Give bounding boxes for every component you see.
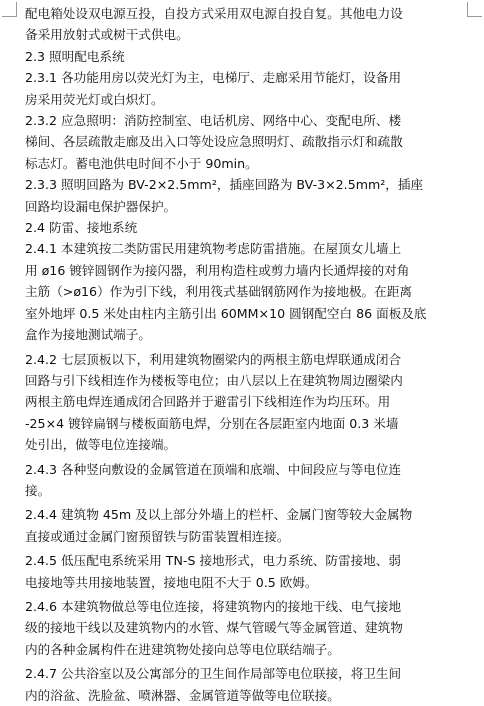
text-line: 2.3.2 应急照明：消防控制室、电话机房、网络中心、变配电所、楼 [25, 113, 402, 129]
text-line: 2.4.5 低压配电系统采用 TN-S 接地形式，电力系统、防雷接地、弱 [25, 553, 401, 569]
margin-corner-mark-left [2, 2, 17, 17]
text-line: 盒作为接地测试端子。 [25, 327, 151, 343]
text-line: 2.4.6 本建筑物做总等电位连接，将建筑物内的接地干线、电气接地 [25, 598, 402, 614]
text-line: 处引出，做等电位连接端。 [25, 437, 177, 453]
text-line: 直接或通过金属门窗预留铁与防雷装置相连接。 [25, 528, 290, 544]
text-line: 回路均设漏电保护器保护。 [25, 198, 177, 214]
section-heading: 2.3 照明配电系统 [25, 48, 125, 64]
document-body [25, 3, 475, 706]
text-line: 标志灯。蓄电池供电时间不小于 90min。 [25, 155, 258, 171]
text-line: 2.3.1 各功能用房以荧光灯为主，电梯厅、走廊采用节能灯，设备用 [25, 70, 402, 86]
text-line: 房采用荧光灯或白炽灯。 [25, 91, 164, 107]
text-line: 配电箱处设双电源互投，自投方式采用双电源自投自复。其他电力设 [25, 6, 403, 21]
text-line: 梯间、各层疏散走廊及出入口等处设应急照明灯、疏散指示灯和疏散 [25, 134, 403, 150]
text-line: 室外地坪 0.5 米处由柱内主筋引出 60MM×10 圆钢配空白 86 面板及底 [25, 305, 427, 321]
text-line: 两根主筋电焊连通成闭合回路并于避雷引下线相连作为均压环。用 [25, 394, 391, 410]
text-line: 2.4.1 本建筑按二类防雷民用建筑物考虑防雷措施。在屋顶女儿墙上 [25, 241, 402, 257]
text-line: 接。 [25, 482, 51, 498]
text-line: 2.3.3 照明回路为 BV-2×2.5mm²，插座回路为 BV-3×2.5mm²，插座 [25, 177, 424, 193]
text-line: 内的浴盆、洗脸盆、喷淋器、金属管道等做等电位联接。 [25, 687, 340, 703]
text-line: 电接地等共用接地装置，接地电阻不大于 0.5 欧姆。 [25, 574, 318, 590]
text-line: 2.4.7 公共浴室以及公寓部分的卫生间作局部等电位联接，将卫生间 [25, 666, 402, 682]
text-line: 2.4.2 七层顶板以下，利用建筑物圈梁内的两根主筋电焊联通成闭合 [25, 351, 402, 367]
text-line: 回路与引下线相连作为楼板等电位；由八层以上在建筑物周边圈梁内 [25, 372, 403, 388]
text-line: 主筋（>ø16）作为引下线，利用筏式基础钢筋网作为接地极。在距离 [25, 284, 412, 300]
text-line: 内的各种金属构件在进建筑物处接向总等电位联结端子。 [25, 641, 340, 657]
text-line: 级的接地干线以及建筑物内的水管、煤气管暖气等金属管道、建筑物 [25, 620, 403, 636]
text-line: 备采用放射式或树干式供电。 [25, 27, 189, 43]
text-line: -25×4 镀锌扁钢与楼板面筋电焊，分别在各层距室内地面 0.3 米墙 [25, 415, 399, 431]
text-line: 2.4.4 建筑物 45m 及以上部分外墙上的栏杆、金属门窗等较大金属物 [25, 507, 413, 523]
section-heading: 2.4 防雷、接地系统 [25, 220, 138, 236]
text-line: 用 ø16 镀锌圆钢作为接闪器，利用构造柱或剪力墙内长通焊接的对角 [25, 262, 410, 278]
text-line: 2.4.3 各种竖向敷设的金属管道在顶端和底端、中间段应与等电位连 [25, 461, 402, 477]
